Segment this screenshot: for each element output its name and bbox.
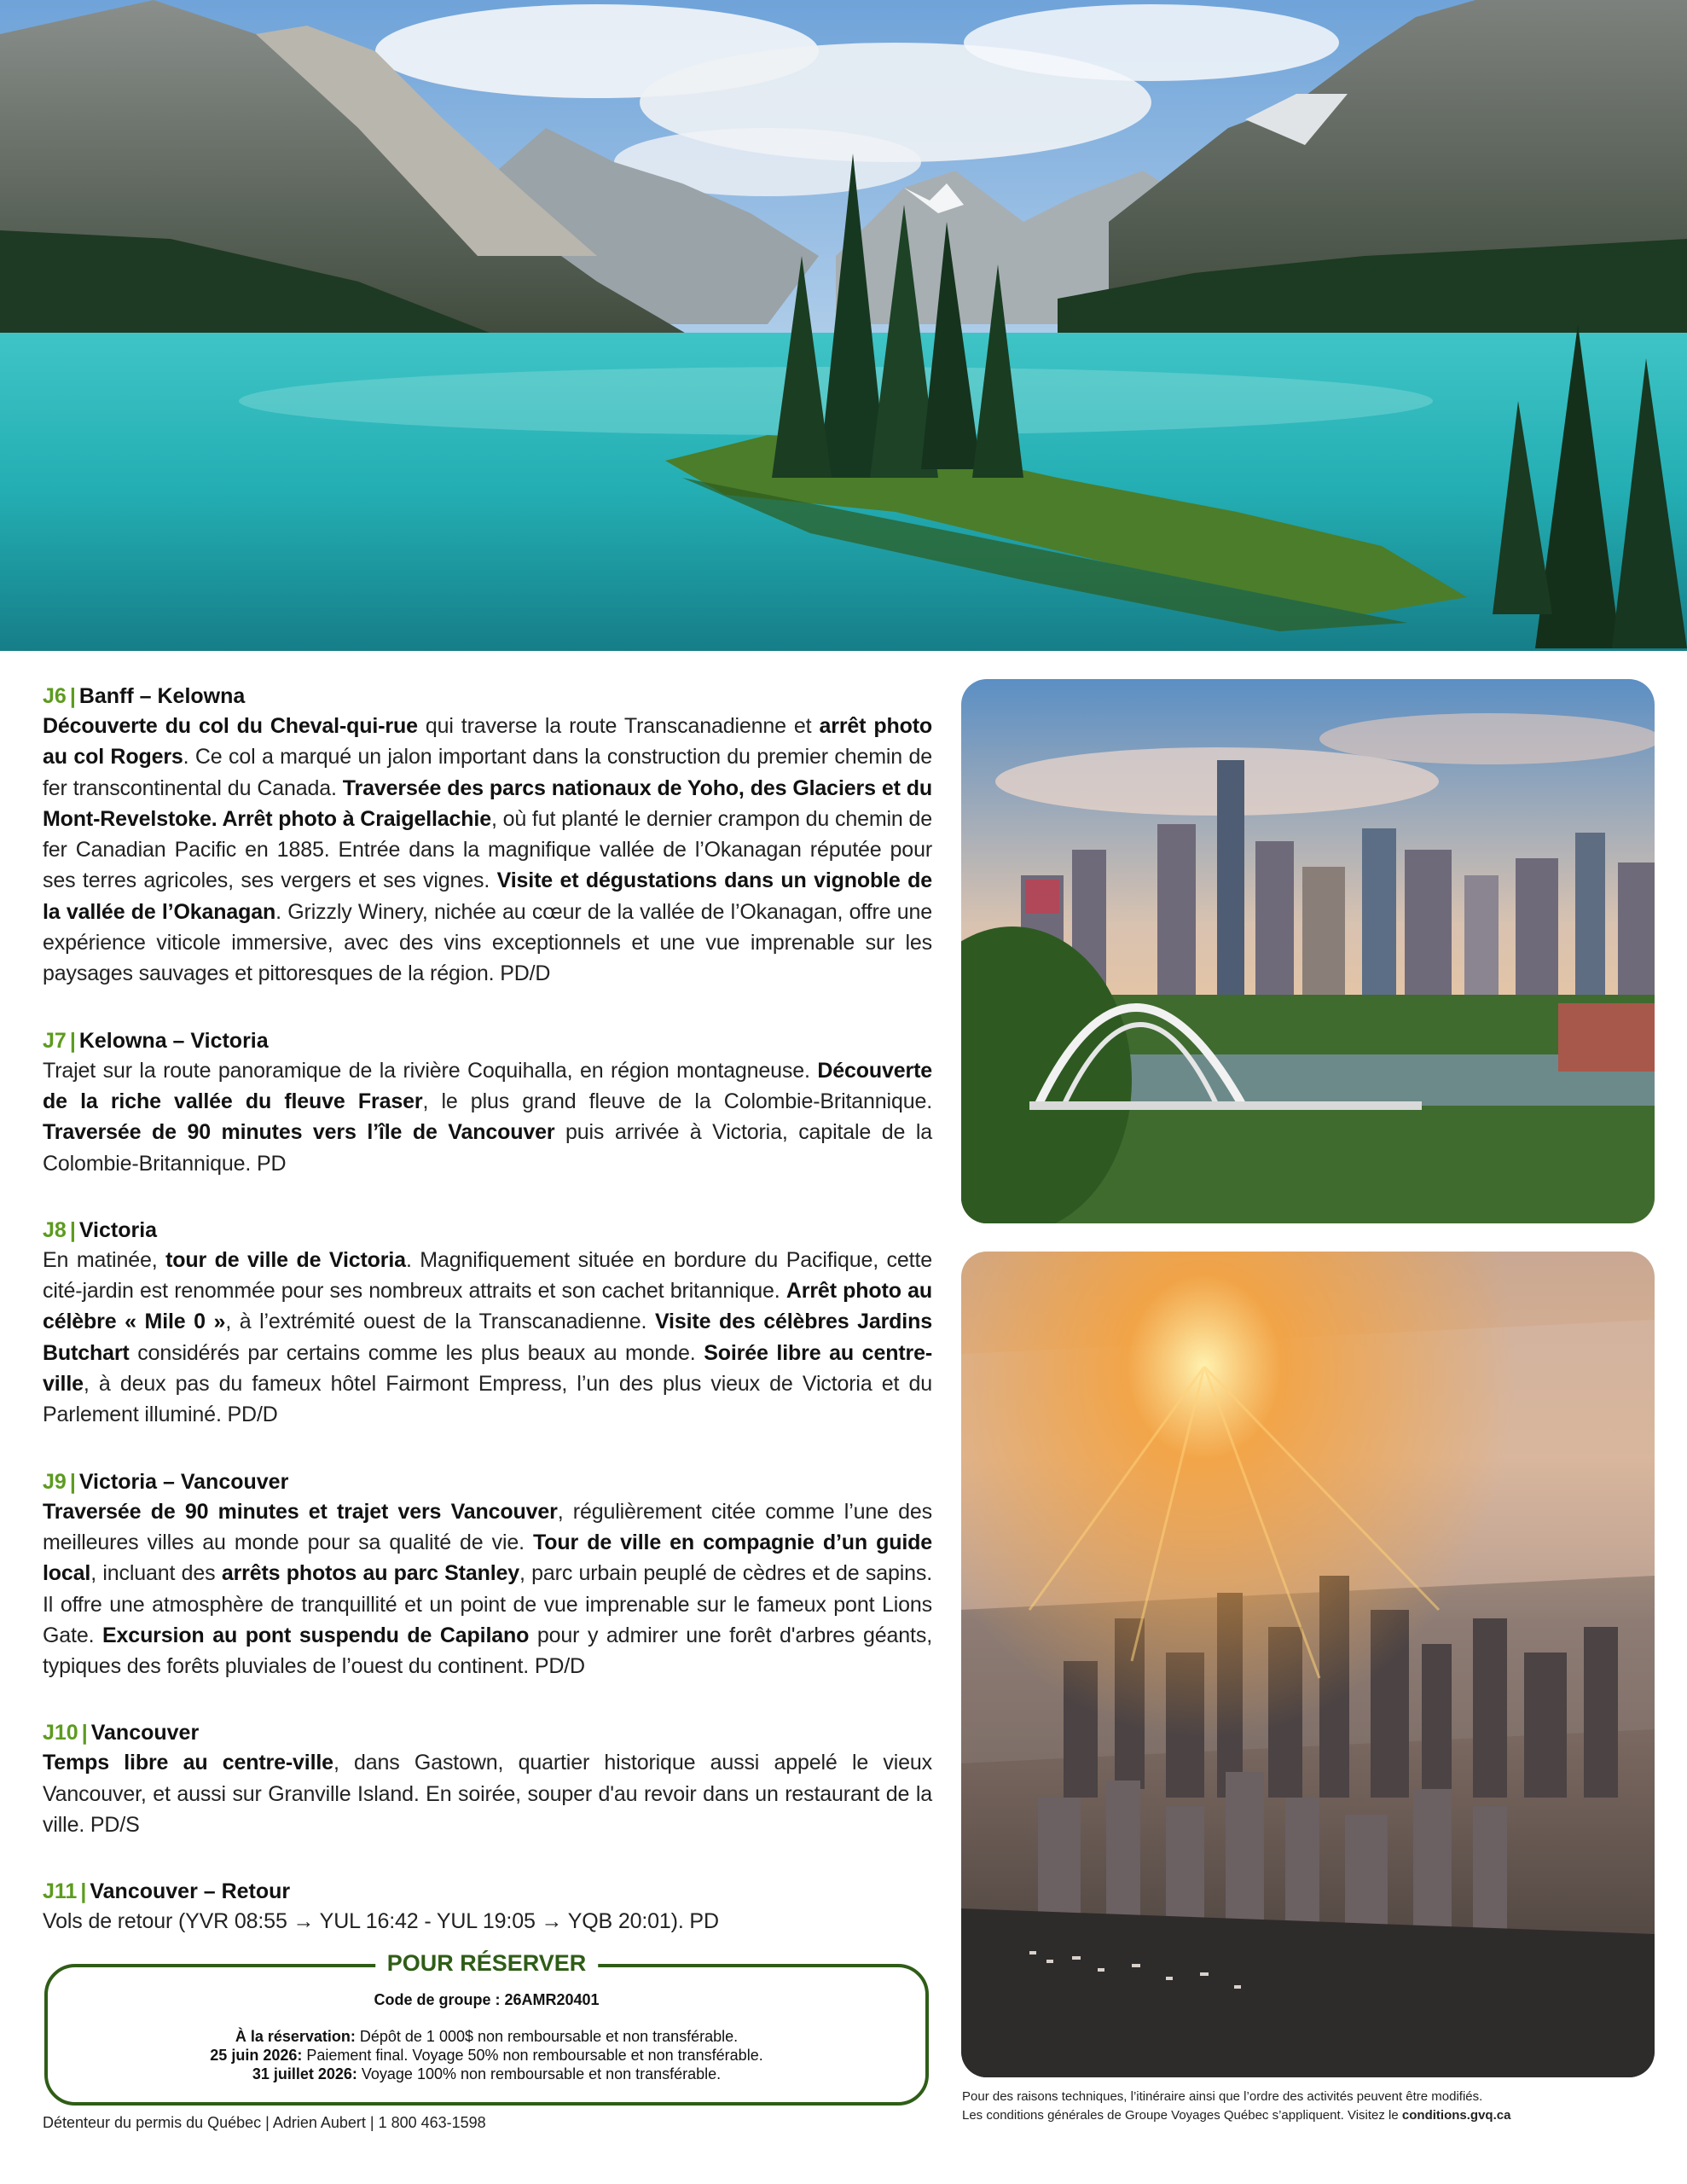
day-separator: |	[69, 1469, 76, 1494]
day-description: Vols de retour (YVR 08:55 → YUL 16:42 - YUL 19:05 → YQB 20:01). PD	[43, 1909, 719, 1934]
day-j11	[43, 1878, 932, 1937]
day-separator: |	[80, 1879, 87, 1904]
payment-line: 31 juillet 2026: Voyage 100% non remboursable et non transférable.	[252, 2065, 722, 2082]
permit-info: Détenteur du permis du Québec | Adrien Aubert | 1 800 463-1598	[43, 2114, 486, 2131]
reservation-title: POUR RÉSERVER	[375, 1950, 599, 1977]
disclaimer-line-2: Les conditions générales de Groupe Voyages Québec s’appliquent. Visitez le conditions.gvq.ca	[962, 2108, 1511, 2123]
hero-photo	[0, 0, 1687, 651]
day-code: J11	[43, 1879, 78, 1904]
day-route: Victoria – Vancouver	[78, 1469, 289, 1494]
day-route: Vancouver	[90, 1721, 200, 1745]
day-j7	[43, 1027, 932, 1179]
disclaimer-line-1: Pour des raisons techniques, l’itinéraire ainsi que l’ordre des activités peuvent être modifiés.	[962, 2089, 1483, 2104]
reservation-box	[44, 1950, 929, 2106]
day-separator: |	[69, 684, 76, 708]
day-title	[43, 1878, 932, 1906]
day-j10	[43, 1719, 932, 1840]
day-title	[43, 1468, 932, 1496]
day-j9	[43, 1468, 932, 1682]
day-separator: |	[81, 1721, 88, 1745]
day-code: J8	[43, 1217, 67, 1242]
group-code-line	[48, 1991, 925, 2009]
vancouver-aerial-photo	[961, 1252, 1655, 2077]
day-code: J10	[43, 1721, 78, 1745]
day-route: Vancouver – Retour	[90, 1879, 291, 1904]
day-route: Banff – Kelowna	[78, 684, 246, 708]
day-description: Temps libre au centre-ville, dans Gastown, quartier historique aussi appelé le vieux Vancouver, et aussi sur Granville Island. En soirée, souper d'au revoir dans un restaurant de la ville. PD/S	[43, 1751, 932, 1838]
day-title	[43, 1217, 932, 1245]
day-description: Traversée de 90 minutes et trajet vers Vancouver, régulièrement citée comme l’une des meilleures villes au monde pour sa qualité de vie. Tour de ville en compagnie d’un guide local, incluant des arrêts photos au parc Stanley, parc urbain peuplé de cèdres et de sapins. Il offre une atmosphère de tranquillité et un point de vue imprenable sur le fameux pont Lions Gate. Excursion au pont suspendu de Capilano pour y admirer une forêt d'arbres géants, typiques des forêts pluviales de l’ouest du continent. PD/D	[43, 1499, 933, 1679]
day-route: Kelowna – Victoria	[78, 1028, 269, 1053]
payment-terms	[48, 2027, 925, 2083]
day-route: Victoria	[78, 1217, 158, 1242]
day-code: J7	[43, 1028, 67, 1053]
day-title	[43, 682, 932, 711]
edmonton-skyline-photo	[961, 679, 1655, 1223]
day-code: J6	[43, 684, 67, 708]
day-separator: |	[69, 1028, 76, 1053]
payment-line: 25 juin 2026: Paiement final. Voyage 50% non remboursable et non transférable.	[210, 2047, 763, 2064]
group-code-label: Code de groupe :	[374, 1991, 501, 2008]
day-title	[43, 1027, 932, 1055]
day-description: Découverte du col du Cheval-qui-rue qui traverse la route Transcanadienne et arrêt photo au col Rogers. Ce col a marqué un jalon important dans la construction du premier chemin de fer transcontinental du Canada. Traversée des parcs nationaux de Yoho, des Glaciers et du Mont-Revelstoke. Arrêt photo à Craigellachie, où fut planté le dernier crampon du chemin de fer Canadian Pacific en 1885. Entrée dans la magnifique vallée de l’Okanagan réputée pour ses terres agricoles, ses vergers et ses vignes. Visite et dégustations dans un vignoble de la vallée de l’Okanagan. Grizzly Winery, nichée au cœur de la vallée de l’Okanagan, offre une expérience viticole immersive, avec des vins exceptionnels et une vue imprenable sur les paysages sauvages et pittoresques de la région. PD/D	[43, 714, 933, 986]
disclaimer	[962, 2088, 1510, 2125]
group-code-value: 26AMR20401	[504, 1991, 600, 2008]
day-separator: |	[69, 1217, 76, 1242]
day-title	[43, 1719, 932, 1747]
day-description: En matinée, tour de ville de Victoria. Magnifiquement située en bordure du Pacifique, cette cité-jardin est renommée pour ses nombreux attraits et son cachet britannique. Arrêt photo au célèbre « Mile 0 », à l’extrémité ouest de la Transcanadienne. Visite des célèbres Jardins Butchart considérés par certains comme les plus beaux au monde. Soirée libre au centre-ville, à deux pas du fameux hôtel Fairmont Empress, l’un des plus vieux de Victoria et du Parlement illuminé. PD/D	[43, 1247, 933, 1427]
itinerary	[43, 682, 932, 1975]
day-j8	[43, 1217, 932, 1431]
conditions-link[interactable]: conditions.gvq.ca	[1401, 2108, 1511, 2123]
payment-line: À la réservation: Dépôt de 1 000$ non remboursable et non transférable.	[235, 2028, 739, 2045]
day-j6	[43, 682, 932, 990]
day-description: Trajet sur la route panoramique de la rivière Coquihalla, en région montagneuse. Découverte de la riche vallée du fleuve Fraser, le plus grand fleuve de la Colombie-Britannique. Traversée de 90 minutes vers l’île de Vancouver puis arrivée à Victoria, capitale de la Colombie-Britannique. PD	[43, 1058, 932, 1176]
day-code: J9	[43, 1469, 67, 1494]
